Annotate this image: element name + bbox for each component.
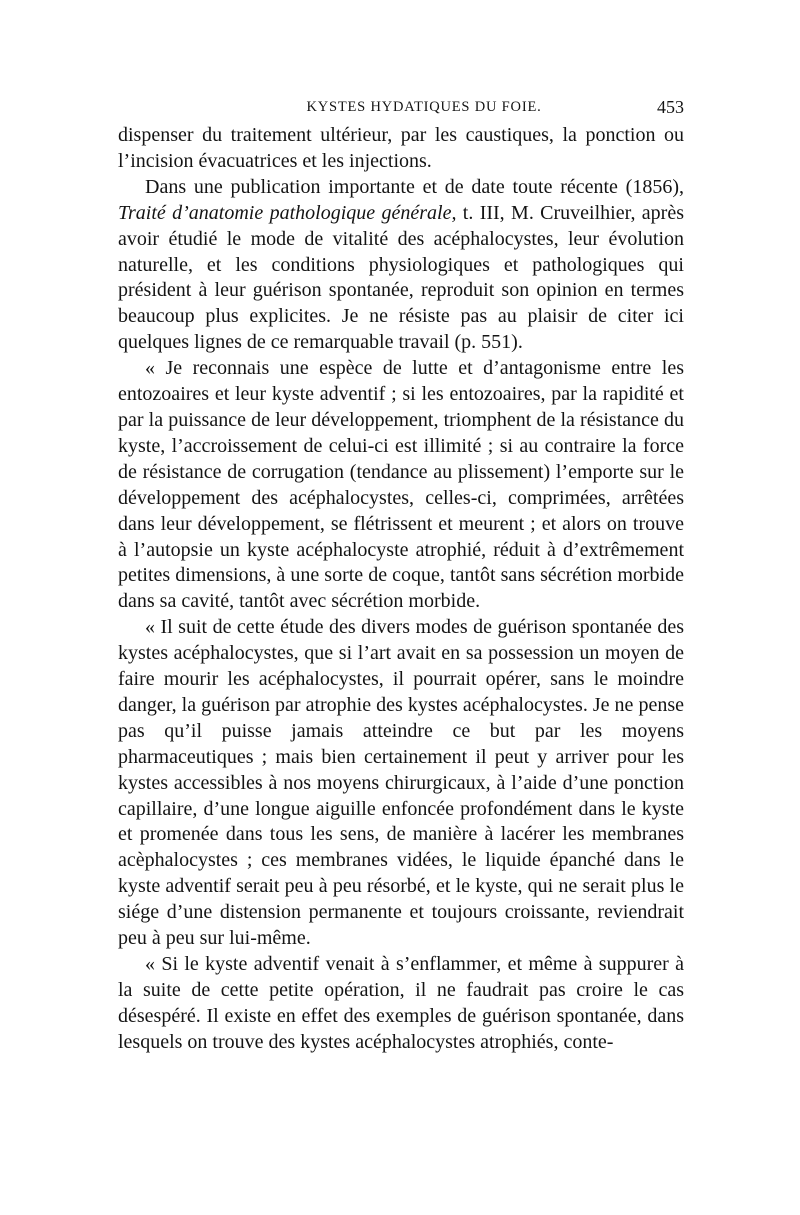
- quoted-paragraph: [118, 952, 684, 1056]
- book-title: Traité d’anatomie pathologique générale,: [118, 201, 457, 224]
- paragraph: [118, 175, 684, 356]
- paragraph: [118, 123, 684, 175]
- paragraph-text: dispenser du traitement ultérieur, par les caustiques, la ponction ou l’incision évacuatrices et les injections.: [118, 124, 684, 172]
- paragraph-text: « Il suit de cette étude des divers modes de guérison spontanée des kystes acéphalocystes, que si l’art avait en sa possession un moyen de faire mourir les acéphalocystes, il pourrait opérer, sans le moindre danger, la guérison par atrophie des kystes acéphalocystes. Je ne pense pas qu’il puisse jamais atteindre ce but par les moyens pharmaceutiques ; mais bien certainement il peut y arriver pour les kystes accessibles à nos moyens chirurgicaux, à l’aide d’une ponction capillaire, d’une longue aiguille enfoncée profondément dans le kyste et promenée dans tous les sens, de manière à lacérer les membranes acèphalocystes ; ces membranes vidées, le liquide épanché dans le kyste adventif serait peu à peu résorbé, et le kyste, qui ne serait plus le siége d’une distension permanente et toujours croissante, reviendrait peu à peu sur lui-même.: [118, 616, 684, 950]
- paragraph-text: « Si le kyste adventif venait à s’enflammer, et même à suppurer à la suite de cette petite opération, il ne faudrait pas croire le cas désespéré. Il existe en effet des exemples de guérison spontanée, dans lesquels on trouve des kystes acéphalocystes atrophiés, conte-: [118, 953, 684, 1053]
- running-head: [118, 99, 684, 123]
- paragraph-text: t. III, M. Cruveilhier, après avoir étudié le mode de vitalité des acéphalocystes, leur évolution naturelle, et les conditions physiologiques et pathologiques qui président à leur guérison spontanée, reproduit son opinion en termes beaucoup plus explicites. Je ne résiste pas au plaisir de citer ici quelques lignes de ce remarquable travail (p. 551).: [118, 201, 684, 354]
- page-number: 453: [657, 97, 684, 117]
- paragraph-text: « Je reconnais une espèce de lutte et d’antagonisme entre les entozoaires et leur kyste adventif ; si les entozoaires, par la rapidité et par la puissance de leur développement, triomphent de la résistance du kyste, l’accroissement de celui-ci est illimité ; si au contraire la force de résistance de corrugation (tendance au plissement) l’emporte sur le développement des acéphalocystes, celles-ci, comprimées, arrêtées dans leur développement, se flétrissent et meurent ; et alors on trouve à l’autopsie un kyste acéphalocyste atrophié, réduit à d’extrêmement petites dimensions, à une sorte de coque, tantôt sans sécrétion morbide dans sa cavité, tantôt avec sécrétion morbide.: [118, 357, 684, 613]
- running-title: KYSTES HYDATIQUES DU FOIE.: [306, 99, 542, 115]
- quoted-paragraph: [118, 356, 684, 615]
- body-text: [118, 123, 684, 1056]
- paragraph-text: Dans une publication importante et de date toute récente (1856),: [145, 175, 684, 198]
- quoted-paragraph: [118, 615, 684, 952]
